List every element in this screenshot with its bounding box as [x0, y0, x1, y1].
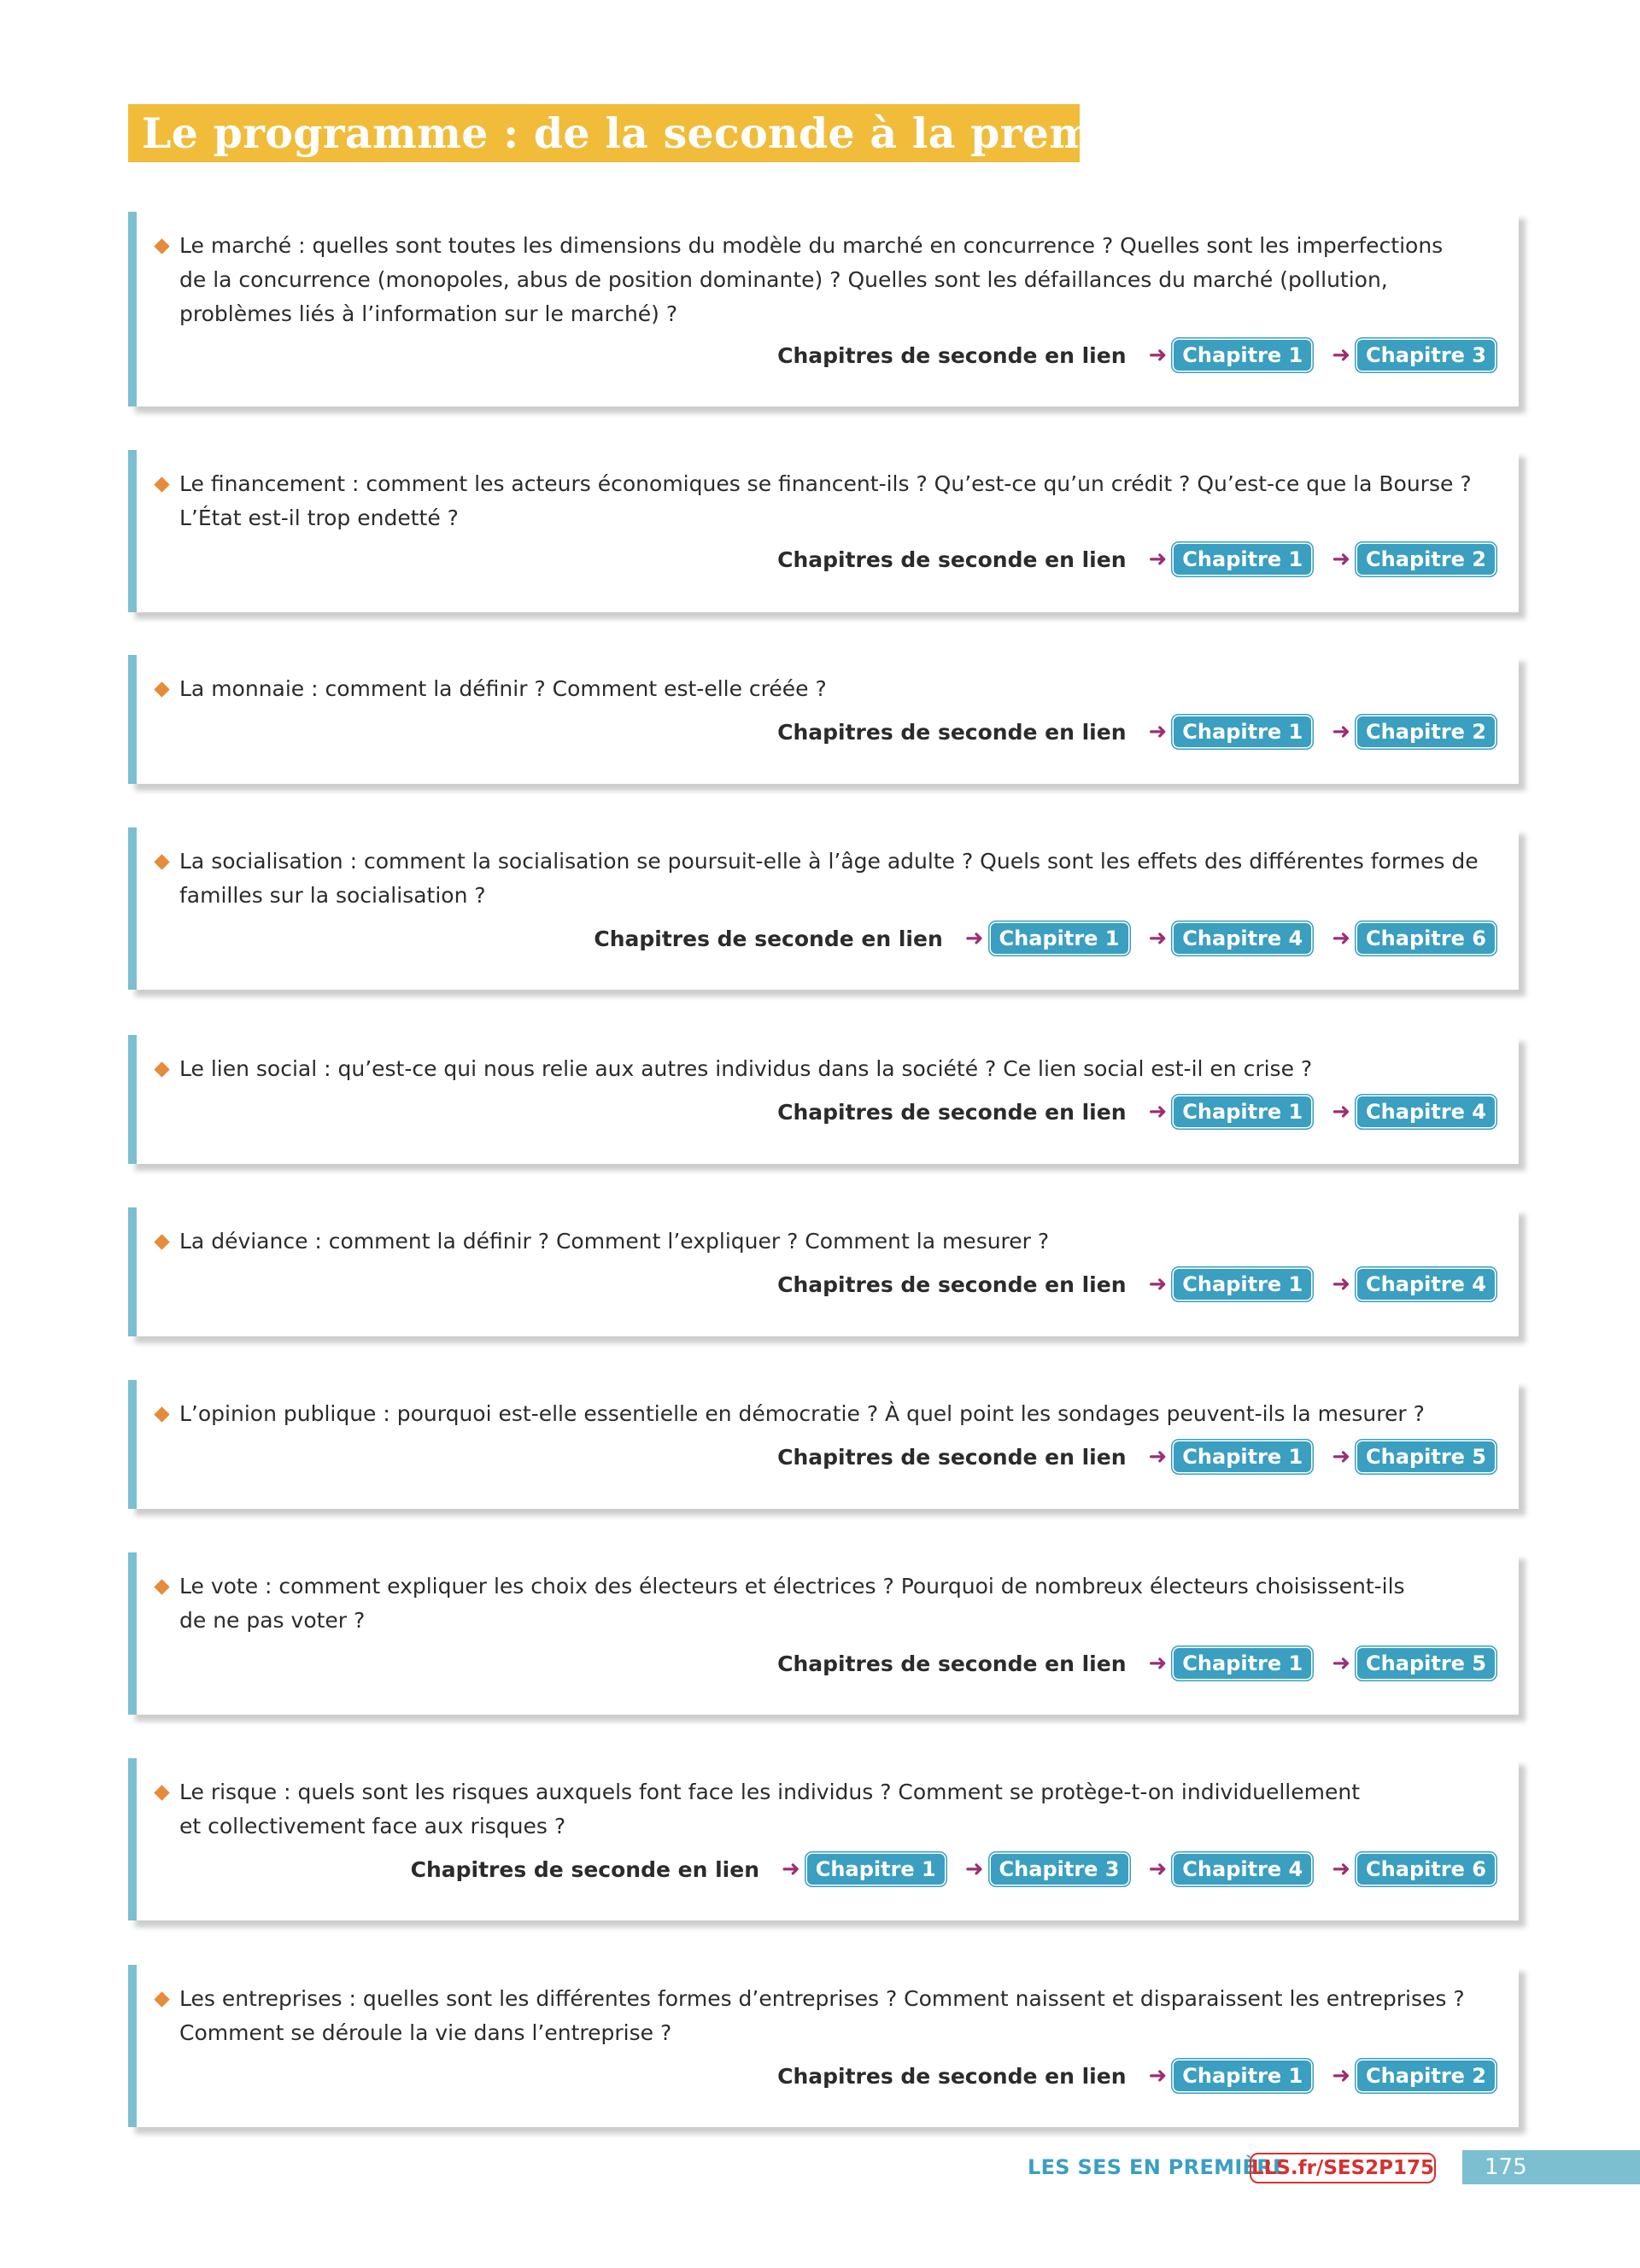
linked-chapters	[594, 923, 1495, 954]
topic-text-line: de ne pas voter ?	[179, 1608, 366, 1633]
chapter-badge[interactable]: Chapitre 1	[1174, 1648, 1311, 1679]
arrow-right-icon: ➜	[782, 1856, 800, 1882]
arrow-right-icon: ➜	[1148, 1651, 1168, 1676]
linked-chapters	[777, 2060, 1495, 2091]
arrow-right-icon: ➜	[1148, 1444, 1168, 1470]
chapter-badge[interactable]: Chapitre 1	[1174, 2060, 1311, 2091]
topic-text	[179, 1569, 1486, 1638]
diamond-bullet-icon	[154, 854, 169, 869]
topic-card	[128, 655, 1519, 784]
arrow-right-icon: ➜	[1148, 547, 1168, 572]
diamond-bullet-icon	[154, 681, 169, 697]
arrow-right-icon: ➜	[1148, 2063, 1168, 2089]
diamond-bullet-icon	[154, 238, 169, 254]
chapter-badge[interactable]: Chapitre 5	[1357, 1441, 1495, 1472]
chapter-badge[interactable]: Chapitre 5	[1357, 1648, 1495, 1679]
topic-text-line: La monnaie : comment la définir ? Comment est-elle créée ?	[179, 676, 827, 701]
arrow-right-icon: ➜	[1148, 926, 1168, 951]
topic-text	[179, 1225, 1486, 1259]
chapter-badge[interactable]: Chapitre 1	[1174, 340, 1311, 371]
chapter-link[interactable]	[1332, 340, 1495, 371]
topic-text-line: Le marché : quelles sont toutes les dimensions du modèle du marché en concurrence ? Quelles sont les imperfections	[179, 233, 1444, 258]
topic-card	[128, 212, 1519, 406]
topic-text-line: Le risque : quels sont les risques auxquels font face les individus ? Comment se protège-t-on individuellement	[179, 1780, 1361, 1804]
topic-text	[179, 672, 1486, 706]
topic-text-line: Comment se déroule la vie dans l’entreprise ?	[179, 2020, 672, 2045]
chapter-link[interactable]	[782, 1854, 945, 1885]
chapter-badge[interactable]: Chapitre 1	[991, 923, 1128, 954]
topic-text-line: L’État est-il trop endetté ?	[179, 506, 459, 530]
arrow-right-icon: ➜	[1332, 1856, 1351, 1882]
chapter-link[interactable]	[1332, 716, 1495, 747]
chapter-link[interactable]	[1149, 716, 1312, 747]
topic-text-line: La déviance : comment la définir ? Comment l’expliquer ? Comment la mesurer ?	[179, 1229, 1050, 1254]
chapter-badge[interactable]: Chapitre 4	[1174, 923, 1311, 954]
topic-card	[128, 827, 1519, 990]
topic-text-line: Les entreprises : quelles sont les différentes formes d’entreprises ? Comment naissent et disparaissent les entreprises ?	[179, 1986, 1465, 2011]
diamond-bullet-icon	[154, 476, 169, 492]
chapter-link[interactable]	[1149, 1854, 1312, 1885]
linked-chapters-label: Chapitres de seconde en lien	[777, 1271, 1127, 1297]
linked-chapters	[411, 1854, 1495, 1885]
arrow-right-icon: ➜	[1332, 719, 1351, 745]
arrow-right-icon: ➜	[1332, 2063, 1351, 2089]
chapter-link[interactable]	[965, 923, 1128, 954]
arrow-right-icon: ➜	[1148, 1856, 1168, 1882]
topic-text-line: problèmes liés à l’information sur le marché) ?	[179, 301, 678, 326]
linked-chapters-label: Chapitres de seconde en lien	[777, 547, 1127, 572]
chapter-link[interactable]	[1332, 1441, 1495, 1472]
arrow-right-icon: ➜	[1148, 342, 1168, 368]
topic-text	[179, 1775, 1486, 1844]
arrow-right-icon: ➜	[1148, 1099, 1168, 1125]
linked-chapters	[777, 340, 1495, 371]
chapter-badge[interactable]: Chapitre 3	[1357, 340, 1495, 371]
topic-card	[128, 1965, 1519, 2127]
topic-text-line: familles sur la socialisation ?	[179, 883, 486, 908]
footer-label: LES SES EN PREMIÈRE	[1028, 2155, 1287, 2179]
diamond-bullet-icon	[154, 1991, 169, 2007]
chapter-badge[interactable]: Chapitre 4	[1357, 1269, 1495, 1300]
linked-chapters-label: Chapitres de seconde en lien	[777, 1651, 1127, 1676]
linked-chapters-label: Chapitres de seconde en lien	[594, 926, 943, 951]
chapter-link[interactable]	[1149, 544, 1312, 575]
topic-text	[179, 1982, 1486, 2050]
linked-chapters	[777, 1269, 1495, 1300]
chapter-link[interactable]	[1332, 923, 1495, 954]
arrow-right-icon: ➜	[1332, 926, 1351, 951]
chapter-badge[interactable]: Chapitre 1	[1174, 1096, 1311, 1127]
arrow-right-icon: ➜	[1148, 1271, 1168, 1297]
chapter-badge[interactable]: Chapitre 2	[1357, 2060, 1495, 2091]
linked-chapters	[777, 1441, 1495, 1472]
diamond-bullet-icon	[154, 1234, 169, 1249]
topic-card	[128, 1035, 1519, 1164]
chapter-link[interactable]	[1332, 544, 1495, 575]
linked-chapters-label: Chapitres de seconde en lien	[777, 342, 1127, 368]
topic-text-line: Le financement : comment les acteurs économiques se financent-ils ? Qu’est-ce qu’un crédit ? Qu’est-ce que la Bourse ?	[179, 471, 1472, 496]
arrow-right-icon: ➜	[1148, 719, 1168, 745]
topic-text-line: La socialisation : comment la socialisation se poursuit-elle à l’âge adulte ? Quels sont les effets des différentes formes de	[179, 849, 1479, 874]
arrow-right-icon: ➜	[964, 1856, 984, 1882]
arrow-right-icon: ➜	[1332, 342, 1351, 368]
chapter-badge[interactable]: Chapitre 1	[1174, 716, 1311, 747]
diamond-bullet-icon	[154, 1061, 169, 1077]
diamond-bullet-icon	[154, 1406, 169, 1422]
topic-card	[128, 1207, 1519, 1336]
chapter-badge[interactable]: Chapitre 1	[1174, 544, 1311, 575]
chapter-badge[interactable]: Chapitre 1	[1174, 1269, 1311, 1300]
chapter-link[interactable]	[1149, 1269, 1312, 1300]
linked-chapters-label: Chapitres de seconde en lien	[777, 719, 1127, 745]
arrow-right-icon: ➜	[1332, 1099, 1351, 1125]
chapter-badge[interactable]: Chapitre 1	[1174, 1441, 1311, 1472]
topic-text-line: et collectivement face aux risques ?	[179, 1814, 566, 1838]
linked-chapters	[777, 544, 1495, 575]
chapter-badge[interactable]: Chapitre 6	[1357, 923, 1495, 954]
footer-link[interactable]: LLS.fr/SES2P175	[1250, 2153, 1436, 2183]
chapter-link[interactable]	[1149, 1096, 1312, 1127]
topic-text	[179, 845, 1486, 913]
topic-card	[128, 1758, 1519, 1920]
chapter-badge[interactable]: Chapitre 1	[807, 1854, 945, 1885]
chapter-link[interactable]	[1149, 1648, 1312, 1679]
topic-card	[128, 1552, 1519, 1715]
topic-text-line: Le lien social : qu’est-ce qui nous relie aux autres individus dans la société ? Ce lien social est-il en crise ?	[179, 1056, 1313, 1081]
chapter-link[interactable]	[1332, 1269, 1495, 1300]
topic-text	[179, 1397, 1486, 1431]
topic-card	[128, 1380, 1519, 1509]
title-band	[128, 104, 1186, 162]
chapter-badge[interactable]: Chapitre 2	[1357, 544, 1495, 575]
linked-chapters-label: Chapitres de seconde en lien	[410, 1856, 759, 1882]
chapter-link[interactable]	[1149, 1441, 1312, 1472]
linked-chapters	[777, 1096, 1495, 1127]
topic-text	[179, 1052, 1486, 1086]
diamond-bullet-icon	[154, 1579, 169, 1594]
chapter-link[interactable]	[1332, 1854, 1495, 1885]
arrow-right-icon: ➜	[1332, 1271, 1351, 1297]
chapter-badge[interactable]: Chapitre 4	[1357, 1096, 1495, 1127]
chapter-link[interactable]	[1332, 1648, 1495, 1679]
chapter-link[interactable]	[1332, 1096, 1495, 1127]
footer	[0, 2150, 1640, 2184]
topic-text	[179, 229, 1486, 331]
arrow-right-icon: ➜	[1332, 1651, 1351, 1676]
chapter-badge[interactable]: Chapitre 2	[1357, 716, 1495, 747]
topic-card	[128, 450, 1519, 612]
topic-text	[179, 467, 1486, 535]
linked-chapters-label: Chapitres de seconde en lien	[777, 1099, 1127, 1125]
topic-text-line: de la concurrence (monopoles, abus de position dominante) ? Quelles sont les défaillances du marché (pollution,	[179, 267, 1388, 292]
arrow-right-icon: ➜	[1332, 547, 1351, 572]
arrow-right-icon: ➜	[1332, 1444, 1351, 1470]
chapter-badge[interactable]: Chapitre 4	[1174, 1854, 1311, 1885]
diamond-bullet-icon	[154, 1785, 169, 1800]
topic-text-line: Le vote : comment expliquer les choix des électeurs et électrices ? Pourquoi de nombreux électeurs choisissent-ils	[179, 1574, 1405, 1599]
chapter-link[interactable]	[1149, 340, 1312, 371]
chapter-link[interactable]	[1149, 923, 1312, 954]
page-number: 175	[1462, 2150, 1640, 2184]
topic-text-line: L’opinion publique : pourquoi est-elle essentielle en démocratie ? À quel point les sondages peuvent-ils la mesurer ?	[179, 1401, 1425, 1426]
chapter-link[interactable]	[1332, 2060, 1495, 2091]
page-title: Le programme : de la seconde à la première	[142, 108, 1186, 158]
linked-chapters-label: Chapitres de seconde en lien	[777, 2063, 1127, 2089]
linked-chapters	[777, 716, 1495, 747]
arrow-right-icon: ➜	[964, 926, 984, 951]
chapter-badge[interactable]: Chapitre 6	[1357, 1854, 1495, 1885]
linked-chapters	[777, 1648, 1495, 1679]
chapter-badge[interactable]: Chapitre 3	[991, 1854, 1128, 1885]
chapter-link[interactable]	[1149, 2060, 1312, 2091]
linked-chapters-label: Chapitres de seconde en lien	[777, 1444, 1127, 1470]
chapter-link[interactable]	[965, 1854, 1128, 1885]
